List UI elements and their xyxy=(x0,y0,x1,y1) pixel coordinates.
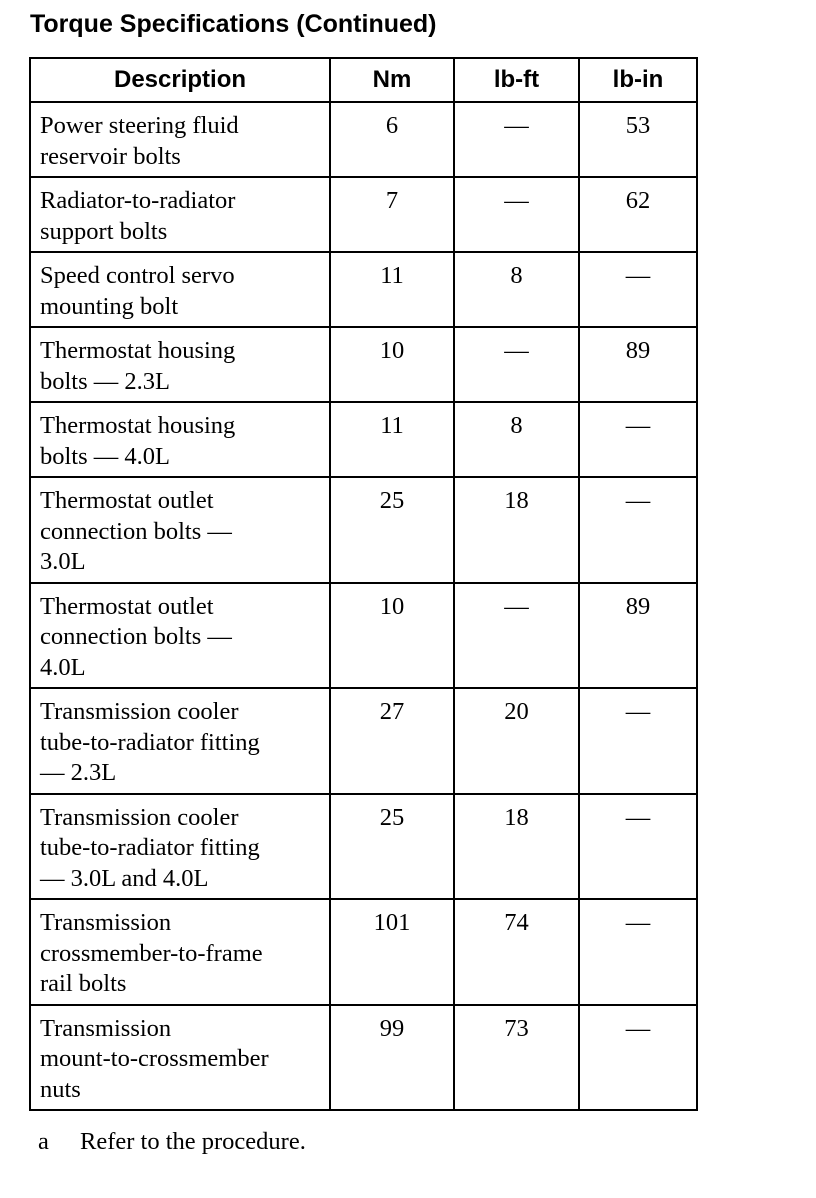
nm-cell: 11 xyxy=(330,402,454,477)
description-line: Radiator-to-radiator xyxy=(40,187,236,214)
lb-in-cell: — xyxy=(579,1005,697,1111)
description-line: bolts — 4.0L xyxy=(40,442,170,470)
lb-ft-cell: — xyxy=(454,583,579,689)
description-cell xyxy=(30,327,330,402)
description-cell xyxy=(30,102,330,177)
nm-cell: 25 xyxy=(330,794,454,900)
description-line: Thermostat outlet xyxy=(40,592,214,620)
description-line: tube-to-radiator fitting xyxy=(40,834,260,861)
description-cell xyxy=(30,688,330,794)
description-line: Transmission cooler xyxy=(40,698,239,725)
description-line: 4.0L xyxy=(40,653,86,681)
table-row xyxy=(30,477,697,583)
table-row xyxy=(30,177,697,252)
description-cell xyxy=(30,402,330,477)
table-body xyxy=(30,102,697,1110)
description-line: — 3.0L and 4.0L xyxy=(40,864,209,892)
description-line: reservoir bolts xyxy=(40,142,181,170)
description-line: Power steering fluid xyxy=(40,112,239,139)
description-line: rail bolts xyxy=(40,970,127,997)
lb-ft-cell: 20 xyxy=(454,688,579,794)
lb-in-cell: 53 xyxy=(579,102,697,177)
description-line: Thermostat housing xyxy=(40,337,236,364)
description-line: Speed control servo xyxy=(40,262,235,289)
lb-in-cell: 62 xyxy=(579,177,697,252)
description-cell xyxy=(30,899,330,1005)
description-line: mounting bolt xyxy=(40,292,179,320)
description-line: — 2.3L xyxy=(40,759,117,786)
description-line: crossmember-to-frame xyxy=(40,939,263,967)
nm-cell: 10 xyxy=(330,327,454,402)
lb-ft-cell: 73 xyxy=(454,1005,579,1111)
description-line: Transmission xyxy=(40,1014,172,1042)
lb-in-cell: — xyxy=(579,402,697,477)
description-cell xyxy=(30,583,330,689)
lb-in-cell: 89 xyxy=(579,583,697,689)
lb-ft-cell: 74 xyxy=(454,899,579,1005)
nm-cell: 101 xyxy=(330,899,454,1005)
lb-in-cell: 89 xyxy=(579,327,697,402)
table-row xyxy=(30,688,697,794)
nm-cell: 7 xyxy=(330,177,454,252)
description-line: bolts — 2.3L xyxy=(40,367,170,395)
description-cell xyxy=(30,794,330,900)
column-header-lb-in: lb-in xyxy=(579,58,697,102)
table-row xyxy=(30,252,697,327)
footnote xyxy=(38,1128,306,1156)
lb-in-cell: — xyxy=(579,899,697,1005)
footnote-text: Refer to the procedure. xyxy=(80,1128,306,1155)
nm-cell: 11 xyxy=(330,252,454,327)
description-line: connection bolts — xyxy=(40,517,232,545)
description-line: Thermostat outlet xyxy=(40,487,214,514)
lb-in-cell: — xyxy=(579,688,697,794)
table-row xyxy=(30,583,697,689)
column-header-description: Description xyxy=(30,58,330,102)
description-line: Transmission xyxy=(40,909,172,936)
description-line: tube-to-radiator fitting xyxy=(40,728,260,756)
lb-ft-cell: 18 xyxy=(454,794,579,900)
lb-ft-cell: — xyxy=(454,177,579,252)
description-cell xyxy=(30,252,330,327)
description-line: connection bolts — xyxy=(40,623,232,650)
table-row xyxy=(30,402,697,477)
lb-in-cell: — xyxy=(579,477,697,583)
description-cell xyxy=(30,477,330,583)
column-header-lb-ft: lb-ft xyxy=(454,58,579,102)
lb-in-cell: — xyxy=(579,794,697,900)
footnote-mark: a xyxy=(38,1128,49,1155)
table-row xyxy=(30,899,697,1005)
lb-ft-cell: 8 xyxy=(454,252,579,327)
lb-ft-cell: — xyxy=(454,327,579,402)
lb-in-cell: — xyxy=(579,252,697,327)
nm-cell: 6 xyxy=(330,102,454,177)
table-row xyxy=(30,794,697,900)
description-line: nuts xyxy=(40,1075,81,1103)
column-header-nm: Nm xyxy=(330,58,454,102)
table-row xyxy=(30,102,697,177)
lb-ft-cell: — xyxy=(454,102,579,177)
description-line: 3.0L xyxy=(40,548,86,575)
page-title: Torque Specifications (Continued) xyxy=(30,10,437,38)
description-cell xyxy=(30,1005,330,1111)
description-line: mount-to-crossmember xyxy=(40,1045,269,1072)
table-row xyxy=(30,327,697,402)
description-line: Thermostat housing xyxy=(40,412,236,439)
description-line: support bolts xyxy=(40,217,168,245)
table-row xyxy=(30,1005,697,1111)
nm-cell: 10 xyxy=(330,583,454,689)
nm-cell: 27 xyxy=(330,688,454,794)
table-header-row xyxy=(30,58,697,102)
description-cell xyxy=(30,177,330,252)
description-line: Transmission cooler xyxy=(40,803,239,831)
lb-ft-cell: 8 xyxy=(454,402,579,477)
nm-cell: 99 xyxy=(330,1005,454,1111)
nm-cell: 25 xyxy=(330,477,454,583)
lb-ft-cell: 18 xyxy=(454,477,579,583)
torque-spec-table xyxy=(29,57,698,1111)
